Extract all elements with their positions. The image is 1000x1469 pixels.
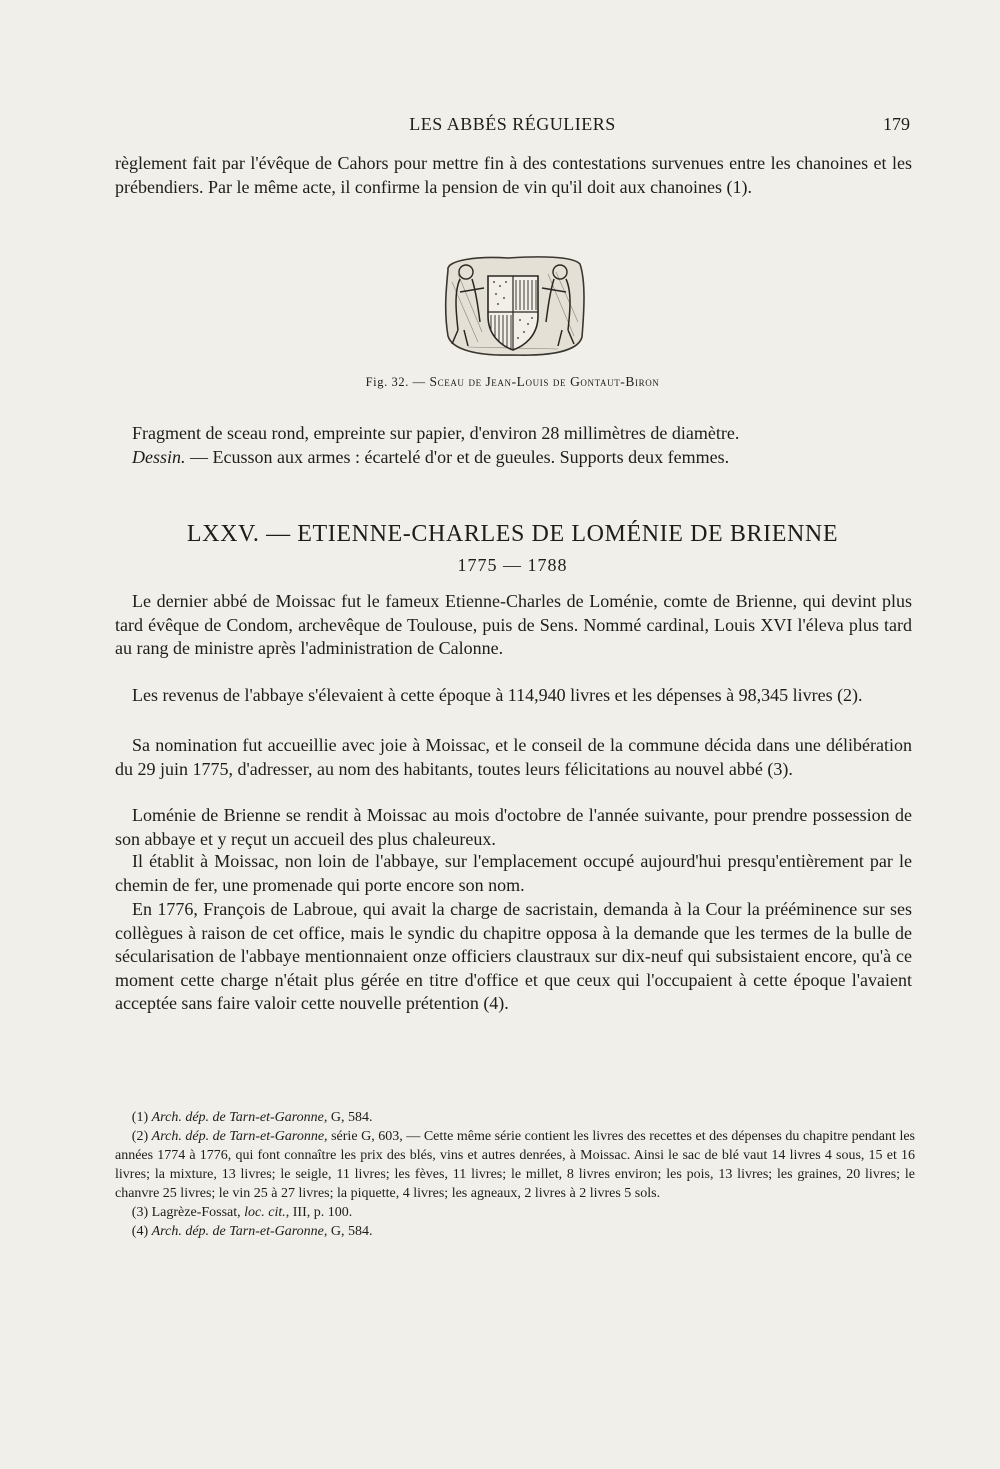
footnote-2 <box>115 1127 915 1203</box>
section-paragraph-3 <box>115 734 912 781</box>
figure-caption-prefix: Sceau de <box>429 374 482 389</box>
running-title: LES ABBÉS RÉGULIERS <box>409 114 616 134</box>
seal-description-line2: — Ecusson aux armes : écartelé d'or et de gueules. Supports deux femmes. <box>190 446 730 467</box>
footnote-source: loc. cit., <box>244 1205 290 1220</box>
figure-caption <box>115 374 910 390</box>
paragraph-text: Les revenus de l'abbaye s'élevaient à cette époque à 114,940 livres et les dépenses à 98,345 livres (2). <box>132 685 863 705</box>
section-paragraph-6 <box>115 898 912 1016</box>
footnote-number: (1) <box>131 1110 149 1125</box>
section-dates: 1775 — 1788 <box>457 555 568 575</box>
section-paragraph-5 <box>115 850 912 897</box>
section-paragraph-1 <box>115 590 912 661</box>
section-heading: LXXV. — ETIENNE-CHARLES DE LOMÉNIE DE BRIENNE <box>186 521 839 547</box>
figure-label: Fig. 32. — <box>365 375 426 389</box>
seal-description-line1: Fragment de sceau rond, empreinte sur papier, d'environ 28 millimètres de diamètre. <box>132 423 740 443</box>
footnote-number: (3) <box>131 1205 149 1220</box>
footnote-1 <box>115 1108 915 1127</box>
intro-paragraph: règlement fait par l'évêque de Cahors pour mettre fin à des contestations survenues entre les chanoines et les prébendiers. Par le même acte, il confirme la pension de vin qu'il doit aux chanoines (1). <box>115 153 912 197</box>
footnote-text: III, p. 100. <box>292 1205 353 1220</box>
footnote-text: G, 584. <box>330 1110 373 1125</box>
paragraph-text: Il établit à Moissac, non loin de l'abbaye, sur l'emplacement occupé aujourd'hui presqu'entièrement par le chemin de fer, une promenade qui porte encore son nom. <box>115 851 912 895</box>
figure-caption-name: Jean-Louis de Gontaut-Biron <box>485 374 660 389</box>
dessin-label: Dessin. <box>132 446 186 467</box>
footnote-author: Lagrèze-Fossat, <box>151 1205 241 1220</box>
section-paragraph-2 <box>115 684 912 708</box>
footnote-source: Arch. dép. de Tarn-et-Garonne, <box>151 1129 328 1144</box>
page-number: 179 <box>883 114 910 134</box>
running-header <box>115 114 910 142</box>
footnote-text: série G, 603, — Cette même série contient les livres des recettes et des dépenses du chapitre pendant les années 1774 à 1776, qui font connaître les prix des blés, vins et autres denrées, à Moissac. Ainsi le sac de blé vaut 14 livres 4 sous, 15 et 16 livres; la mixture, 13 livres; le seigle, 11 livres; les fèves, 11 livres; le millet, 8 livres environ; les pois, 13 livres; les graines, 20 livres; le chanvre 25 livres; le vin 25 à 27 livres; la piquette, 4 livres; les agneaux, 2 livres à 2 livres 5 sols. <box>115 1129 916 1201</box>
paragraph-text: Le dernier abbé de Moissac fut le fameux Etienne-Charles de Loménie, comte de Brienne, qui devint plus tard évêque de Condom, archevêque de Toulouse, puis de Sens. Nommé cardinal, Louis XVI l'éleva plus tard au rang de ministre après l'administration de Calonne. <box>115 591 912 658</box>
seal-illustration <box>438 252 588 362</box>
footnote-number: (4) <box>131 1224 149 1239</box>
paragraph-text: Sa nomination fut accueillie avec joie à Moissac, et le conseil de la commune décida dans une délibération du 29 juin 1775, d'adresser, au nom des habitants, toutes leurs félicitations au nouvel abbé (3). <box>115 735 912 779</box>
footnote-text: G, 584. <box>330 1224 373 1239</box>
paragraph-text: En 1776, François de Labroue, qui avait la charge de sacristain, demanda à la Cour la prééminence sur ses collègues à raison de cet office, mais le syndic du chapitre opposa à la demande que les termes de la bulle de sécularisation de l'abbaye mentionnaient onze officiers claustraux sur dix-neuf qui subsistaient encore, qu'à ce moment cette charge n'était plus gérée en titre d'office et que ceux qui l'occupaient à cette époque l'avaient acceptée sans faire valoir cette nouvelle prétention (4). <box>115 899 912 1013</box>
seal-description <box>115 422 912 469</box>
paragraph-text: Loménie de Brienne se rendit à Moissac au mois d'octobre de l'année suivante, pour prendre possession de son abbaye et y reçut un accueil des plus chaleureux. <box>115 805 912 849</box>
footnotes <box>115 1108 915 1241</box>
footnote-4 <box>115 1222 915 1241</box>
footnote-3 <box>115 1203 915 1222</box>
footnote-source: Arch. dép. de Tarn-et-Garonne, <box>151 1224 328 1239</box>
footnote-source: Arch. dép. de Tarn-et-Garonne, <box>151 1110 328 1125</box>
footnote-number: (2) <box>131 1129 149 1144</box>
section-paragraph-4 <box>115 804 912 851</box>
